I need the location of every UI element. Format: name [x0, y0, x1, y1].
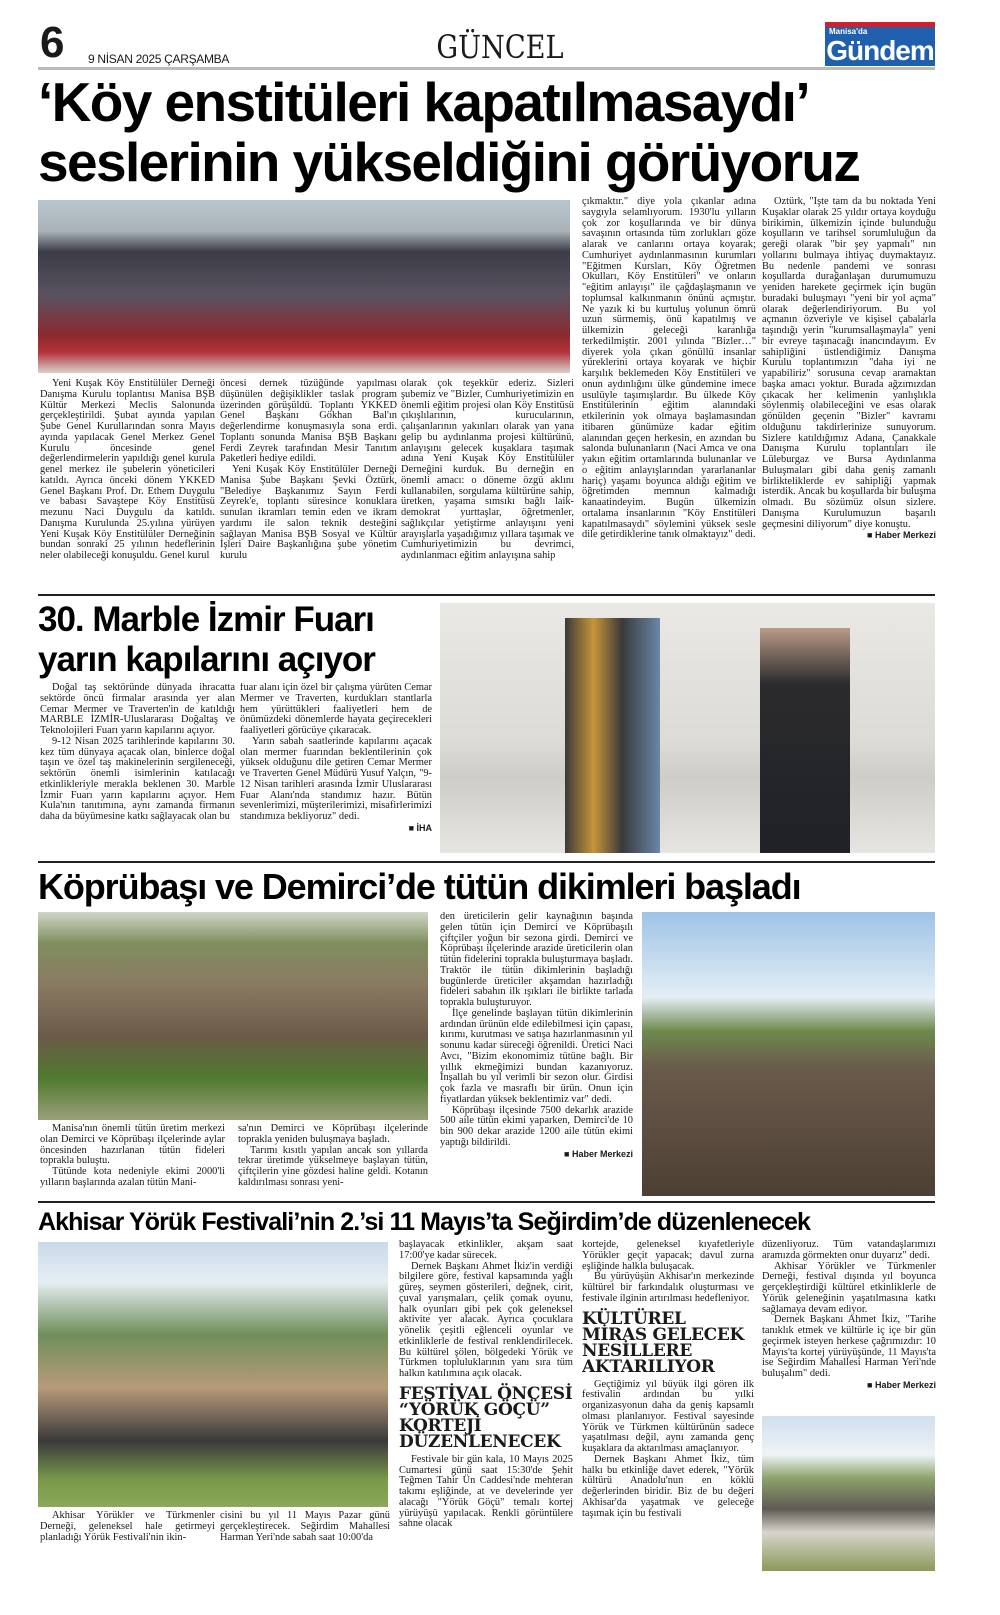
issue-date: 9 NİSAN 2025 ÇARŞAMBA: [88, 52, 230, 66]
section-divider: [38, 594, 935, 596]
article-2-headline: [38, 600, 438, 680]
paragraph: İlçe genelinde başlayan tütün dikimlerinin ardından ürünün elde edilebilmesi için çapası, kırımı, kurutması ve satışa hazırlanmasının yıl sonunu kadar süreceği öğrenildi. Üretici Naci Avcı, "Bizim ekonomimiz tütüne bağlı. Bir yıllık ekmeğimizi bundan kazanıyoruz. İnşallah bu yıl verimli bir sezon olur. Girdisi çok fazla ve masraflı bir ürün. Onun için fiyatlardan yüksek beklentimiz var" dedi.: [440, 1007, 633, 1105]
article-1-source: ■ Haber Merkezi: [867, 530, 936, 541]
paragraph: Dernek Başkanı Ahmet İkiz, "Tarihe tanıklık etmek ve kültürle iç içe bir gün geçirmek isteyen herkese çağrımızdır: 10 Mayıs'ta kortej yürüyüşünde, 11 Mayıs'ta ise Seğirdim Mahallesi Harman Yeri'nde buluşalım" dedi.: [762, 1314, 936, 1379]
paragraph: çıkmaktır." diye yola çıkanlar adına saygıyla selamlıyorum. 1930'lu yılların çok zor koşullarında ve bir dünya savaşının ortasında tüm zorlukları göze alarak ve canlarını ortaya koyarak; Cumhuriyet aydınlanmasının kurumları "Eğitmen Kursları, Köy Öğretmen Okulları, Köy Enstitüleri" ve onların "eğitim anlayışı" ile çağdaşlaşmanın ve toplumsal kalkınmanın önünü açmıştır. Ne yazık ki bu kurtuluş yolunun ömrü uzun sürmemiş, önü kapatılmış ve ülkemizin geleceği karanlığa terkedilmiştir. 2001 yılında "Bizler…" diyerek yola çıkan gönüllü insanlar yüreklerini ortaya koyarak ve hiçbir karşılık beklemeden Köy Enstitüleri ve onun aydınlığını ülke gündemine imece usulüyle taşımışlardır. Bu ülkede Köy Enstitülerinin eğitim alanındaki etkilerinin yok olmaya başlamasından itibaren günümüze kadar eğitim alanından geçen herkesin, en azından bu salonda bulunanların (Naci Amca ve ona yakın eğitim ortamlarında bulunanlar ve o eğitim anlayışlarından yararlananlar hariç) yaşamı boyunca aldığı eğitim ve öğretimden memnun kalmadığı kanaatindeyim. Bugün ülkemizin ortalama insanlarının "Köy Enstitüleri kapatılmasaydı" söylemini yüksek sesle dile getirdiklerine tanık olmaktayız" dedi.: [582, 197, 756, 541]
article-3-col-1: [40, 1124, 225, 1196]
tractor-field-photo: [642, 912, 935, 1196]
article-3-col-3: [440, 912, 633, 1196]
paragraph: Dernek Başkanı Ahmet İkiz'in verdiği bilgilere göre, festival kapsamında yağlı güreş, seymen gösterileri, değnek, cirit, çuval yarışmaları, çelik çomak oyunu, halk oyunları gibi pek çok geleneksel aktivite yer alacak. Ayrıca çocuklara yönelik çeşitli eğlenceli oyunlar ve etkinliklerle de festival renklendirilecek. Bu kültürel şölen, bölgedeki Yörük ve Türkmen topluluklarının yanı sıra tüm halkın katılımına açık olacak.: [399, 1260, 573, 1379]
article-3-col-2: [238, 1124, 428, 1196]
section-divider: [38, 1201, 935, 1203]
headline-line-1: 30. Marble İzmir Fuarı: [38, 600, 374, 639]
man-plaid-shirt: [565, 618, 660, 853]
article-1-col-2: [220, 379, 397, 587]
article-4-col-5: [762, 1240, 936, 1412]
article-2-col-2: [240, 683, 432, 855]
article-1-col-5: [762, 197, 936, 587]
logo-text: Gündem: [826, 35, 934, 66]
paragraph: Yarın sabah saatlerinde kapılarını açacak olan mermer fuarından beklentilerinin çok yüksek olduğunu dile getiren Cemar Mermer ve Traverten Genel Müdürü Yusuf Yalçın, "9-12 Nisan tarihleri arasında İzmir Uluslararası Fuar Alanı'nda standımız hazır. Bütün sevenlerimizi, müşterilerimizi, misafirlerimizi standımıza bekliyoruz" dedi.: [240, 735, 432, 822]
paragraph: Bu yürüyüşün Akhisar'ın merkezinde kültürel bir farkındalık oluşturması ve festivale ilginin artırılması hedefleniyor.: [582, 1271, 754, 1304]
article-4-col-1: [40, 1511, 215, 1571]
section-divider: [38, 861, 935, 863]
article-4-col-4: [582, 1240, 754, 1572]
page-number: 6: [40, 18, 65, 67]
paragraph: den üreticilerin gelir kaynağının başında gelen tütün için Demirci ve Köprübaşılı çiftçiler yoğun bir sezona girdi. Demirci ve Köprübaşı ilçelerinde arazide üreticilerin olan tütün fidelerini toprakla buluşturmaya başladı. Traktör ile tütün dikimlerinin başladığı bugünlerde üreticiler akşamdan hazırladığı fideleri sabahın ilk ışıkları ile birlikte tarlada toprakla buluşturuyor.: [440, 912, 633, 1008]
paragraph: Festivale bir gün kala, 10 Mayıs 2025 Cumartesi günü saat 15:30'de Şehit Teğmen Tahir Ün Caddesi'nde mehteran takımı eşliğinde, at ve develerinde yer alacağı "Yörük Göçü" temalı kortej yürüyüşü yapılacak. Renkli görüntülere sahne olacak: [399, 1453, 573, 1530]
tobacco-planting-workers-photo: [38, 912, 428, 1120]
meeting-group-photo: [38, 200, 570, 373]
article-1-headline: [38, 72, 938, 192]
paragraph: Doğal taş sektöründe dünyada ihracatta sektörde öncü firmalar arasında yer alan Cemar Mermer ve Traverten'in de katıldığı MARBLE İZMİR-Uluslararası Doğaltaş ve Teknolojileri Fuarı yarın kapılarını açıyor.: [40, 683, 235, 736]
paragraph: Öztürk, "İşte tam da bu noktada Yeni Kuşaklar olarak 25 yıldır ortaya koyduğu birikimin, ülkemizin içinde bulunduğu koşulların ve tarihsel sorumluluğun da gereği olarak "bir şey yapmalı" nın yollarını bulmaya ihtiyaç duymaktayız. Bu nedenle pandemi ve sonrası koşullarda durağanlaşan durumumuzu yeniden harekete geçirmek için bugün buradaki buluşmayı "yeni bir yol açma" olarak değerlendiriyorum. Bu yol açmanın özveriyle ve kişisel çabalarla taşındığı yerin "kurumsallaşmayla" yeni bir evreye taşınacağı inancındayım. Ev sahipliğini üstlendiğimiz Danışma Kurulu toplantımızın "daha iyi ne yapabiliriz" sorusuna cevap aramaktan başka amacı yoktur. Burada ağzımızdan çıkacak her kelimenin yanlışlıkla söylenmiş olabileceğini ve esas olarak gönülden geçenin "Bizler" kavramı olduğunu takdirlerinize sunuyorum. Sizlere katıldığımız Adana, Çanakkale Danışma Kurulu toplantıları ile Lüleburgaz ve Bursa Aydınlanma Buluşmaları gibi daha geniş zamanlı birlikteliklerde ev sahipliği yapmak isterdik. Ancak bu koşullarda bir buluşma olmadı. Bu sözümüz olsun sizlere. Danışma Kurulumuzun başarılı geçmesini diliyorum" diye konuştu.: [762, 197, 936, 530]
paragraph: Köprübaşı ilçesinde 7500 dekarlık arazide 500 aile tütün ekimi yaparken, Demirci'de 10 bin 900 dekar arazide 1200 aile tütün ekimi yaptığı bildirildi.: [440, 1104, 633, 1148]
article-3-headline: Köprübaşı ve Demirci’de tütün dikimleri başladı: [38, 866, 801, 907]
paragraph: olarak çok teşekkür ederiz. Sizleri şubemiz ve "Bizler, Cumhuriyetimizin en önemli eğitim projesi olan Köy Enstitüsü çıkışlılarının, kurucularının, çalışanlarının yakınları olarak yan yana gelip bu aydınlanma projesi kültürünü, anlayışını gelecek kuşaklara taşımak adına Yeni Kuşak Köy Enstitülüler Derneğini kurduk. Bu derneğin en önemli amacı: o döneme özgü aklını kullanabilen, sorgulama kültürüne sahip, üretken, yaşama sımsıkı bağlı laik-demokrat yurttaşlar, öğretmenler, sağlıkçılar yetiştirme anlayışını yeni arayışlarla yaşadığımız yıllara taşımak ve Cumhuriyetimizin bu devrimci, aydınlanmacı eğitim anlayışına sahip: [401, 379, 574, 561]
paragraph: düzenliyoruz. Tüm vatandaşlarımızı aramızda görmekten onur duyarız" dedi.: [762, 1240, 936, 1261]
paragraph: başlayacak etkinlikler, akşam saat 17:00'ye kadar sürecek.: [399, 1240, 573, 1261]
paragraph: cisini bu yıl 11 Mayıs Pazar günü gerçekleştirecek. Seğirdim Mahallesi Harman Yeri'nde sabah saat 10:00'da: [220, 1511, 390, 1543]
article-4-col-3: [399, 1240, 573, 1572]
article-3-source: ■ Haber Merkezi: [564, 1148, 633, 1159]
paragraph: sa'nın Demirci ve Köprübaşı ilçelerinde toprakla yeniden buluşmaya başladı.: [238, 1124, 428, 1145]
subheading-yoruk-gocu: FESTİVAL ÖNCESİ “YÖRÜK GÖÇÜ” KORTEJİ DÜZENLENECEK: [399, 1383, 573, 1452]
paragraph: Yeni Kuşak Köy Enstitülüler Derneği Manisa Şube Başkanı Şevki Öztürk, "Belediye Başkanımız Sayın Ferdi Zeyrek'e, toplantı süresince konuklara sunulan ikramları temin eden ve ikram yardımı ile salon teknik desteğini sağlayan Manisa BŞB Sosyal ve Kültür İşleri Daire Başkanlığına şube yönetim kurulu: [220, 464, 397, 561]
paragraph: fuar alanı için özel bir çalışma yürüten Cemar Mermer ve Traverten, kurdukları stantlarla hem yürüttükleri faaliyetleri hem de önümüzdeki dönemlerde hayata geçirecekleri faaliyetleri görücüye çıkaracak.: [240, 683, 432, 736]
article-4-source: ■ Haber Merkezi: [867, 1379, 936, 1390]
festival-people-photo: [762, 1416, 935, 1571]
paragraph: Geçtiğimiz yıl büyük ilgi gören ilk festivalin ardından bu yılki organizasyonun daha da geniş kapsamlı olması planlanıyor. Festival sayesinde Yörük ve Türkmen kültürünün sadece yaşatılması değil, aynı zamanda genç kuşaklara da aktarılması amaçlanıyor.: [582, 1378, 754, 1454]
paragraph: kortejde, geleneksel kıyafetleriyle Yörükler geçit yapacak; davul zurna eşliğinde halkla buluşacak.: [582, 1240, 754, 1272]
paragraph: Tarımı kısıtlı yapılan ancak son yıllarda tekrar üretimde yükselmeye başlayan tütün, çiftçilerin yine gözdesi haline geldi. Kotanın kaldırılması sonrası yeni-: [238, 1144, 428, 1188]
article-4-headline: Akhisar Yörük Festivali’nin 2.’si 11 Mayıs’ta Seğirdim’de düzenlenecek: [38, 1208, 811, 1236]
paragraph: Akhisar Yörükler ve Türkmenler Derneği, geleneksel hale getirmeyi planladığı Yörük Festivali'nin ikin-: [40, 1511, 215, 1543]
paragraph: öncesi dernek tüzüğünde yapılması düşünülen değişiklikler taslak program üzerinden görüşüldü. Toplantı YKKED Genel Başkanı Gökhan Bal'ın değerlendirme konuşmasıyla sona erdi. Toplantı sonunda Manisa BŞB Başkanı Ferdi Zeyrek tarafından Mesir Tanıtım Paketleri hediye edildi.: [220, 379, 397, 465]
article-1-col-1: [40, 379, 215, 587]
newspaper-logo: [825, 22, 935, 66]
man-dark-jacket: [760, 628, 850, 853]
article-2-source: ■ İHA: [408, 822, 432, 833]
paragraph: Akhisar Yörükler ve Türkmenler Derneği, festival dışında yıl boyunca gerçekleştirdiği kültürel etkinliklerle de Yörük geleneğinin yaşatılmasına katkı sağlamaya devam ediyor.: [762, 1260, 936, 1315]
subheading-kulturel-miras: KÜLTÜREL MİRAS GELECEK NESİLLERE AKTARILIYOR: [582, 1308, 745, 1377]
article-1-col-3: [401, 379, 574, 587]
paragraph: Tütünde kota nedeniyle ekimi 2000'li yılların başlarında azalan tütün Mani-: [40, 1166, 225, 1188]
article-4-col-2: [220, 1511, 390, 1571]
wrestlers-group-photo: [38, 1242, 388, 1507]
article-1-col-4: [582, 197, 756, 587]
headline-line-2: seslerinin yükseldiğini görüyoruz: [38, 131, 860, 193]
article-2-col-1: [40, 683, 235, 855]
logo-tagline: Manisa'da: [829, 27, 868, 36]
paragraph: 9-12 Nisan 2025 tarihlerinde kapılarını 30. kez tüm dünyaya açacak olan, binlerce doğal taşın ve özel taş makinelerinin sergileneceği, sektörün önemli isimlerinin katılacağı etkinlikleriyle merakla beklenen 30. Marble İzmir Fuarı yarın kapılarını açıyor. Hem Kula'nın tanıtımına, aynı zamanda firmanın daha da büyümesine katkı sağlayacak olan bu: [40, 735, 235, 822]
paragraph: Yeni Kuşak Köy Enstitülüler Derneği Danışma Kurulu toplantısı Manisa BŞB Kültür Merkezi Meclis Salonunda gerçekleştirildi. Şubat ayında yapılan Şube Genel Kurullarından sonra Mayıs ayında yapılacak Genel Merkez Genel Kurulu öncesinde genel değerlendirmelerin yapıldığı genel kurula genel merkez ile şubelerin yöneticileri katıldı. Ayrıca önceki dönem YKKED Genel Başkanı Prof. Dr. Ethem Duygulu ve babası Savaştepe Köy Enstitüsü mezunu Naci Duygulu da katıldı. Danışma Kurulunda 25.yılına yürüyen Yeni Kuşak Köy Enstitülüler Derneğinin bundan sonraki 25 yılının hedeflerinin neler olabileceği konuşuldu. Genel kurul: [40, 379, 215, 561]
paragraph: Manisa'nın önemli tütün üretim merkezi olan Demirci ve Köprübaşı ilçelerinde aylar öncesinden hazırlanan tütün fideleri toprakla buluştu.: [40, 1124, 225, 1167]
marble-fair-photo: [440, 603, 935, 853]
headline-line-1: ‘Köy enstitüleri kapatılmasaydı’: [38, 71, 810, 133]
section-title: GÜNCEL: [436, 28, 564, 66]
header-divider: [38, 67, 935, 70]
paragraph: Dernek Başkanı Ahmet İkiz, tüm halkı bu etkinliğe davet ederek, "Yörük kültürü Anadolu'nun en köklü değerlerinden biridir. Biz de bu değeri Akhisar'da yaşatmak ve geleceğe taşımak için bu festivali: [582, 1453, 754, 1519]
headline-line-2: yarın kapılarını açıyor: [38, 640, 375, 679]
